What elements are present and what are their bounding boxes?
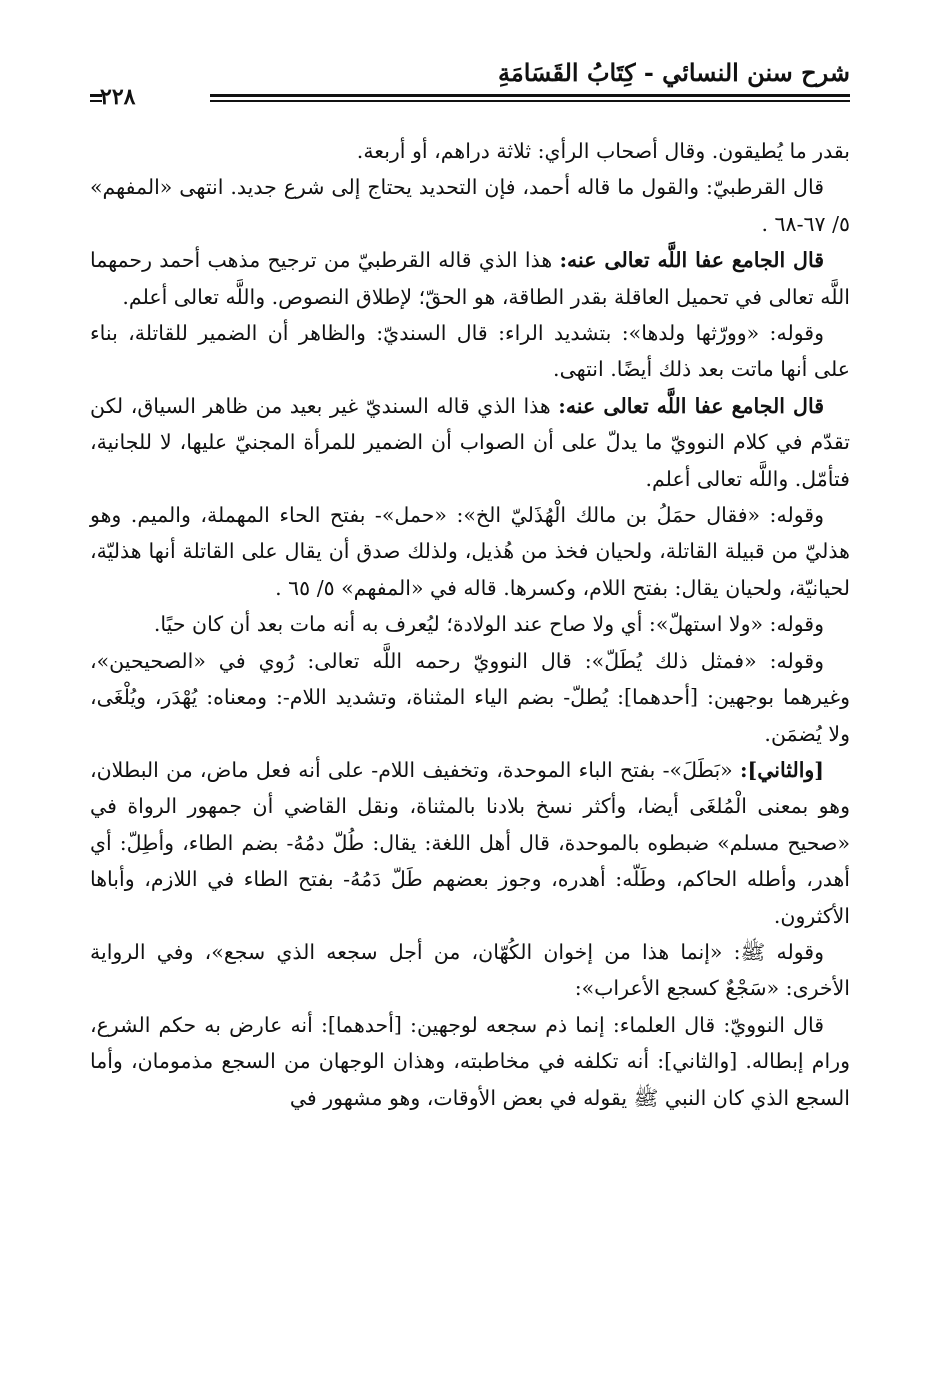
- paragraph-text: هذا الذي قاله السنديّ غير بعيد من ظاهر السياق، لكن تقدّم في كلام النوويّ ما يدلّ على أن الصواب أن الضمير للمرأة المجنيّ عليها، لا للجانية، فتأمّل. واللَّه تعالى أعلم.: [90, 393, 850, 491]
- paragraph: [90, 752, 850, 934]
- running-title: شرح سنن النسائي - كِتَابُ القَسَامَةِ: [498, 58, 850, 87]
- paragraph: [90, 606, 850, 642]
- page-header: [90, 58, 850, 108]
- paragraph-lead: [والثاني]:: [739, 757, 824, 782]
- paragraph: [90, 497, 850, 606]
- paragraph-text: وقوله ﷺ: «إنما هذا من إخوان الكُهّان، من أجل سجعه الذي سجع»، وفي الرواية الأخرى: «سَجْعٌ كسجع الأعراب»:: [90, 939, 850, 1001]
- paragraph-lead: قال الجامع عفا اللَّه تعالى عنه:: [558, 393, 824, 418]
- paragraph-text: وقوله: «ولا استهلّ»: أي ولا صاح عند الولادة؛ ليُعرف به أنه مات بعد أن كان حيًا.: [153, 612, 824, 637]
- paragraph-text: بقدر ما يُطيقون. وقال أصحاب الرأي: ثلاثة دراهم، أو أربعة.: [356, 139, 850, 163]
- paragraph: [90, 242, 850, 315]
- paragraph-text: وقوله: «وورّثها ولدها»: بتشديد الراء: قال السنديّ: والظاهر أن الضمير للقاتلة، بناء على أنها ماتت بعد ذلك أيضًا. انتهى.: [90, 321, 850, 382]
- paragraph: [90, 934, 850, 1007]
- paragraph-text: «بَطَلَ»- بفتح الباء الموحدة، وتخفيف اللام- على أنه فعل ماض، من البطلان، وهو بمعنى الْمُلغَى أيضا، وأكثر نسخ بلادنا بالمثناة، ونقل القاضي أن جمهور الرواة في «صحيح مسلم» ضبطوه بالموحدة، قال أهل اللغة: يقال: طُلّ دمُهُ- بضم الطاء، وأطِلّ: أي أهدر، وأطله الحاكم، وطَلّه: أهدره، وجوز بعضهم طَلّ دَمُهُ- بفتح الطاء في اللازم، وأباها الأكثرون.: [90, 757, 850, 928]
- header-rule-thin: [210, 100, 850, 102]
- paragraph: [90, 169, 850, 242]
- paragraph-lead: قال الجامع عفا اللَّه تعالى عنه:: [559, 248, 825, 273]
- paragraph-text: هذا الذي قاله القرطبيّ من ترجيح مذهب أحمد رحمهما اللَّه تعالى في تحميل العاقلة بقدر الطاقة، هو الحقّ؛ لإطلاق النصوص. واللَّه تعالى أعلم.: [90, 248, 850, 309]
- paragraph-text: قال النوويّ: قال العلماء: إنما ذم سجعه لوجهين: [أحدهما]: أنه عارض به حكم الشرع، ورام إبطاله. [والثاني]: أنه تكلفه في مخاطبته، وهذان الوجهان من السجع مذمومان، وأما السجع الذي كان النبي ﷺ يقوله في بعض الأوقات، وهو مشهور في: [90, 1012, 850, 1110]
- body-text: [90, 133, 850, 1116]
- paragraph: [90, 388, 850, 497]
- paragraph-text: قال القرطبيّ: والقول ما قاله أحمد، فإن التحديد يحتاج إلى شرع جديد. انتهى «المفهم» ٥/ ٦٧-٦٨ .: [90, 175, 850, 236]
- paragraph: [90, 1007, 850, 1116]
- paragraph-text: وقوله: «فقال حمَلُ بن مالك الْهُذَليّ الخ»: «حمل»- بفتح الحاء المهملة، والميم. وهو هذليّ من قبيلة القاتلة، ولحيان فخذ من هُذيل، ولذلك صدق أن يقال على القاتلة أنها هذليّة، لحيانيّة، ولحيان يقال: بفتح اللام، وكسرها. قاله في «المفهم» ٥/ ٦٥ .: [90, 503, 850, 600]
- paragraph: [90, 643, 850, 752]
- page-number: ٢٢٨: [100, 84, 136, 110]
- paragraph: [90, 315, 850, 388]
- paragraph-text: وقوله: «فمثل ذلك يُطَلّ»: قال النوويّ رحمه اللَّه تعالى: رُوي في «الصحيحين»، وغيرهما بوجهين: [أحدهما]: يُطلّ- بضم الياء المثناة، وتشديد اللام-: ومعناه: يُهْدَر، ويُلْغَى، ولا يُضمَن.: [90, 648, 850, 746]
- paragraph: [90, 133, 850, 169]
- header-rule-thick: [210, 94, 850, 97]
